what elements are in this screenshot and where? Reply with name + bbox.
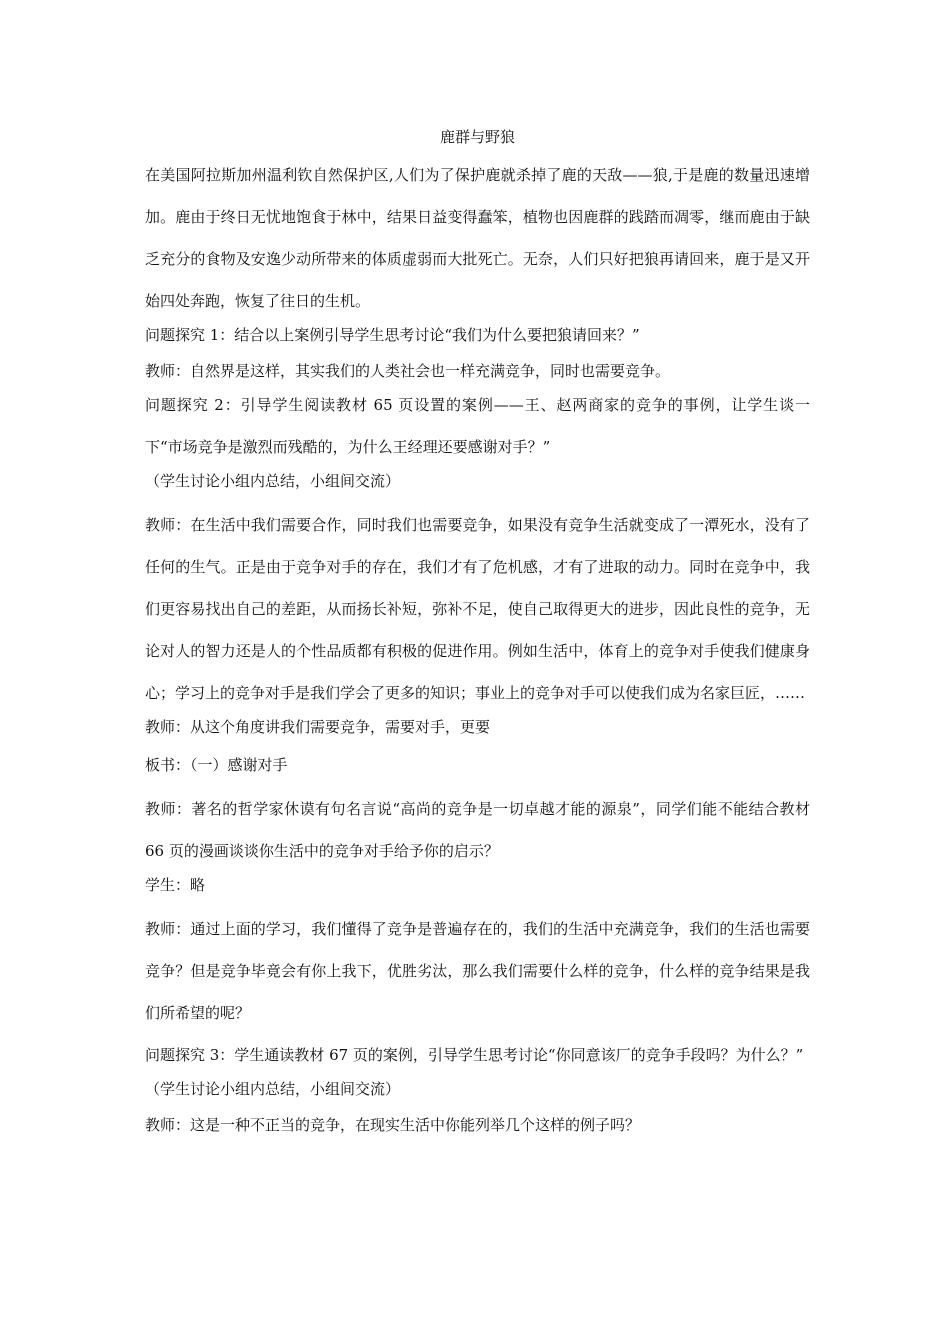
paragraph-teacher-1: 教师：自然界是这样，其实我们的人类社会也一样充满竞争，同时也需要竞争。: [145, 362, 671, 380]
paragraph-question-1: 问题探究 1：结合以上案例引导学生思考讨论“我们为什么要把狼请回来？”: [145, 326, 640, 344]
paragraph-teacher-5: 教师：通过上面的学习，我们懂得了竞争是普遍存在的，我们的生活中充满竞争，我们的生活也需要竞争？但是竞争毕竟会有你上我下，优胜劣汰，那么我们需要什么样的竞争，什么样的竞争结果是我们所希望的呢？: [145, 920, 810, 1022]
document-title: 鹿群与野狼: [439, 128, 515, 146]
paragraph-teacher-2: 教师：在生活中我们需要合作，同时我们也需要竞争，如果没有竞争生活就变成了一潭死水，没有了任何的生气。正是由于竞争对手的存在，我们才有了危机感，才有了进取的动力。同时在竞争中，我们更容易找出自己的差距，从而扬长补短，弥补不足，使自己取得更大的进步，因此良性的竞争，无论对人的智力还是人的个性品质都有积极的促进作用。例如生活中，体育上的竞争对手使我们健康身心；学习上的竞争对手是我们学会了更多的知识；事业上的竞争对手可以使我们成为名家巨匠，……: [145, 516, 810, 702]
paragraph-blackboard: 板书：（一）感谢对手: [145, 756, 288, 774]
paragraph-teacher-6: 教师：这是一种不正当的竞争，在现实生活中你能列举几个这样的例子吗？: [145, 1116, 641, 1134]
document-body: [145, 124, 810, 1138]
paragraph-intro-story: 在美国阿拉斯加州温利钦自然保护区,人们为了保护鹿就杀掉了鹿的天敌——狼,于是鹿的数量迅速增加。鹿由于终日无忧地饱食于林中，结果日益变得蠢笨，植物也因鹿群的践踏而凋零，继而鹿由于缺乏充分的食物及安逸少动所带来的体质虚弱而大批死亡。无奈，人们只好把狼再请回来，鹿于是又开始四处奔跑，恢复了往日的生机。: [145, 166, 810, 310]
paragraph-question-2: 问题探究 2：引导学生阅读教材 65 页设置的案例——王、赵两商家的竞争的事例，让学生谈一下“市场竞争是激烈而残酷的，为什么王经理还要感谢对手？”: [145, 396, 810, 456]
paragraph-teacher-3: 教师：从这个角度讲我们需要竞争，需要对手，更要: [145, 718, 491, 736]
paragraph-question-3: 问题探究 3：学生通读教材 67 页的案例，引导学生思考讨论“你同意该厂的竞争手段吗？为什么？”: [145, 1046, 804, 1064]
paragraph-discussion-1: （学生讨论小组内总结，小组间交流）: [145, 472, 401, 490]
paragraph-student: 学生：略: [145, 876, 206, 894]
paragraph-discussion-2: （学生讨论小组内总结，小组间交流）: [145, 1080, 401, 1098]
paragraph-teacher-4: 教师：著名的哲学家休谟有句名言说“高尚的竞争是一切卓越才能的源泉”，同学们能不能结合教材 66 页的漫画谈谈你生活中的竞争对手给予你的启示？: [145, 800, 810, 860]
